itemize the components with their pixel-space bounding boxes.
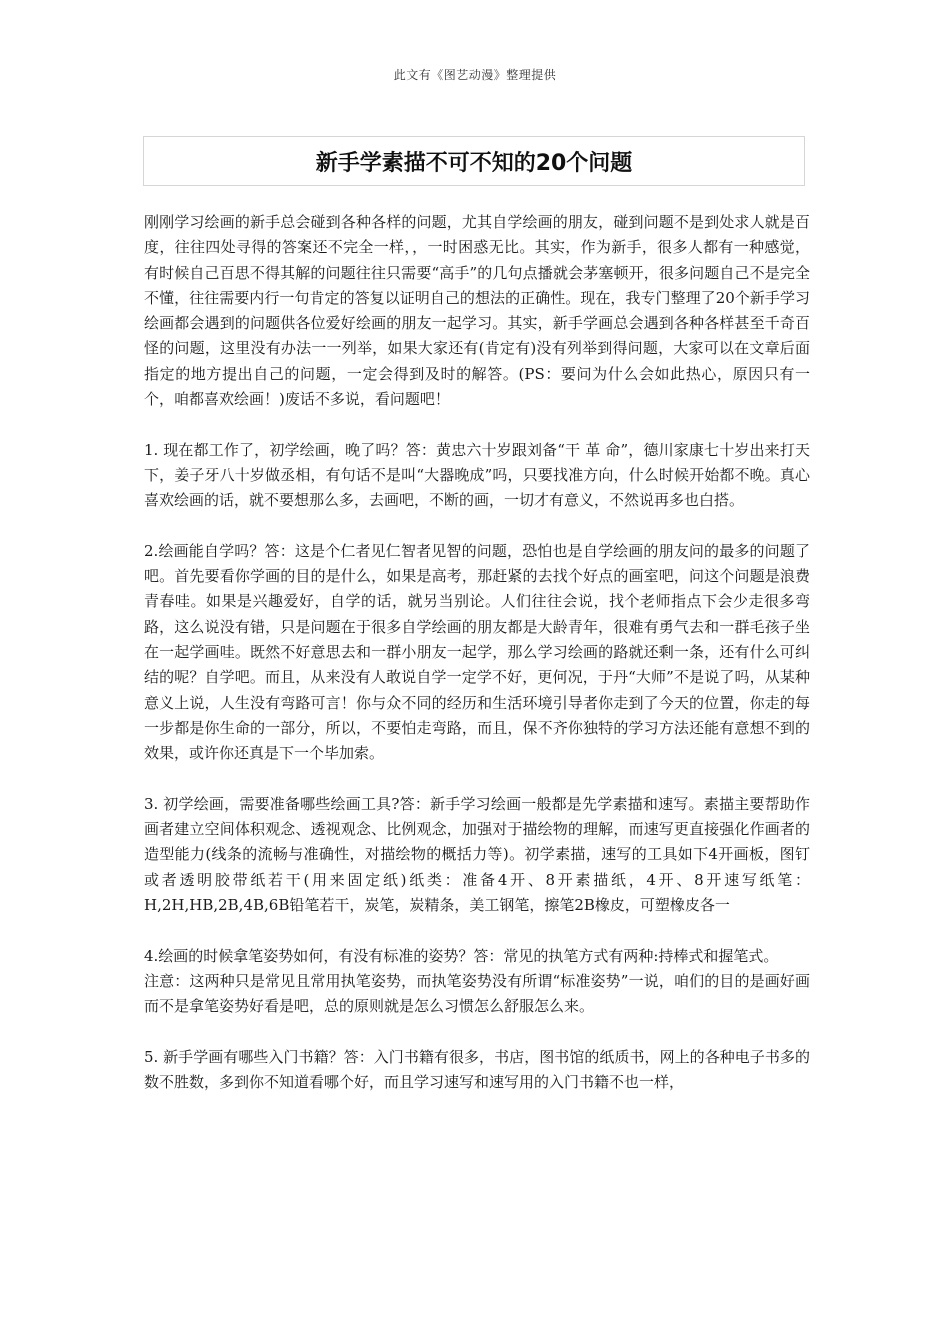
document-header-note: 此文有《图艺动漫》整理提供 (393, 68, 557, 82)
question-5-paragraph: 5. 新手学画有哪些入门书籍？答：入门书籍有很多，书店，图书馆的纸质书，网上的各种电子书多的数不胜数，多到你不知道看哪个好，而且学习速写和速写用的入门书籍不也一样， (144, 1047, 810, 1092)
question-4-note-paragraph: 注意：这两种只是常见且常用执笔姿势，而执笔姿势没有所谓“标准姿势”一说，咱们的目的是画好画而不是拿笔姿势好看是吧，总的原则就是怎么习惯怎么舒服怎么来。 (144, 971, 810, 1016)
question-2-paragraph: 2.绘画能自学吗？答：这是个仁者见仁智者见智的问题，恐怕也是自学绘画的朋友问的最多的问题了吧。首先要看你学画的目的是什么，如果是高考，那赶紧的去找个好点的画室吧，问这个问题是浪费青春哇。如果是兴趣爱好，自学的话，就另当别论。人们往往会说，找个老师指点下会少走很多弯路，这么说没有错，只是问题在于很多自学绘画的朋友都是大龄青年，很难有勇气去和一群毛孩子坐在一起学画哇。既然不好意思去和一群小朋友一起学，那么学习绘画的路就还剩一条，还有什么可纠结的呢？自学吧。而且，从来没有人敢说自学一定学不好，更何况，于丹“大师”不是说了吗，从某种意义上说，人生没有弯路可言！你与众不同的经历和生活环境引导者你走到了今天的位置，你走的每一步都是你生命的一部分，所以，不要怕走弯路，而且，保不齐你独特的学习方法还能有意想不到的效果，或许你还真是下一个毕加索。 (144, 541, 810, 763)
question-3-paragraph: 3. 初学绘画，需要准备哪些绘画工具?答：新手学习绘画一般都是先学素描和速写。素描主要帮助作画者建立空间体积观念、透视观念、比例观念，加强对于描绘物的理解，而速写更直接强化作画者的造型能力(线条的流畅与准确性，对描绘物的概括力等)。初学素描，速写的工具如下4开画板，图钉或者透明胶带纸若干(用来固定纸)纸类：准备4开、8开素描纸，4开、8开速写纸笔：H,2H,HB,2B,4B,6B铅笔若干，炭笔，炭精条，美工钢笔，擦笔2B橡皮，可塑橡皮各一 (144, 794, 810, 915)
document-body (144, 210, 810, 1095)
question-1-paragraph: 1. 现在都工作了，初学绘画，晚了吗？答：黄忠六十岁跟刘备“干 革 命”，德川家康七十岁出来打天下，姜子牙八十岁做丞相，有句话不是叫“大器晚成”吗，只要找准方向，什么时候开始都不晚。真心喜欢绘画的话，就不要想那么多，去画吧，不断的画，一切才有意义，不然说再多也白搭。 (144, 440, 810, 510)
intro-paragraph: 刚刚学习绘画的新手总会碰到各种各样的问题，尤其自学绘画的朋友，碰到问题不是到处求人就是百度，往往四处寻得的答案还不完全一样，，一时困惑无比。其实，作为新手，很多人都有一种感觉，有时候自己百思不得其解的问题往往只需要“高手”的几句点播就会茅塞顿开，很多问题自己不是完全不懂，往往需要内行一句肯定的答复以证明自己的想法的正确性。现在，我专门整理了20个新手学习绘画都会遇到的问题供各位爱好绘画的朋友一起学习。其实，新手学画总会遇到各种各样甚至千奇百怪的问题，这里没有办法一一列举，如果大家还有(肯定有)没有列举到得问题，大家可以在文章后面指定的地方提出自己的问题，一定会得到及时的解答。(PS：要问为什么会如此热心，原因只有一个，咱都喜欢绘画！)废话不多说，看问题吧！ (144, 213, 810, 409)
question-4-paragraph: 4.绘画的时候拿笔姿势如何，有没有标准的姿势？答：常见的执笔方式有两种:持棒式和握笔式。 (144, 946, 779, 965)
title-box (143, 136, 805, 186)
document-title: 新手学素描不可不知的20个问题 (315, 150, 633, 176)
